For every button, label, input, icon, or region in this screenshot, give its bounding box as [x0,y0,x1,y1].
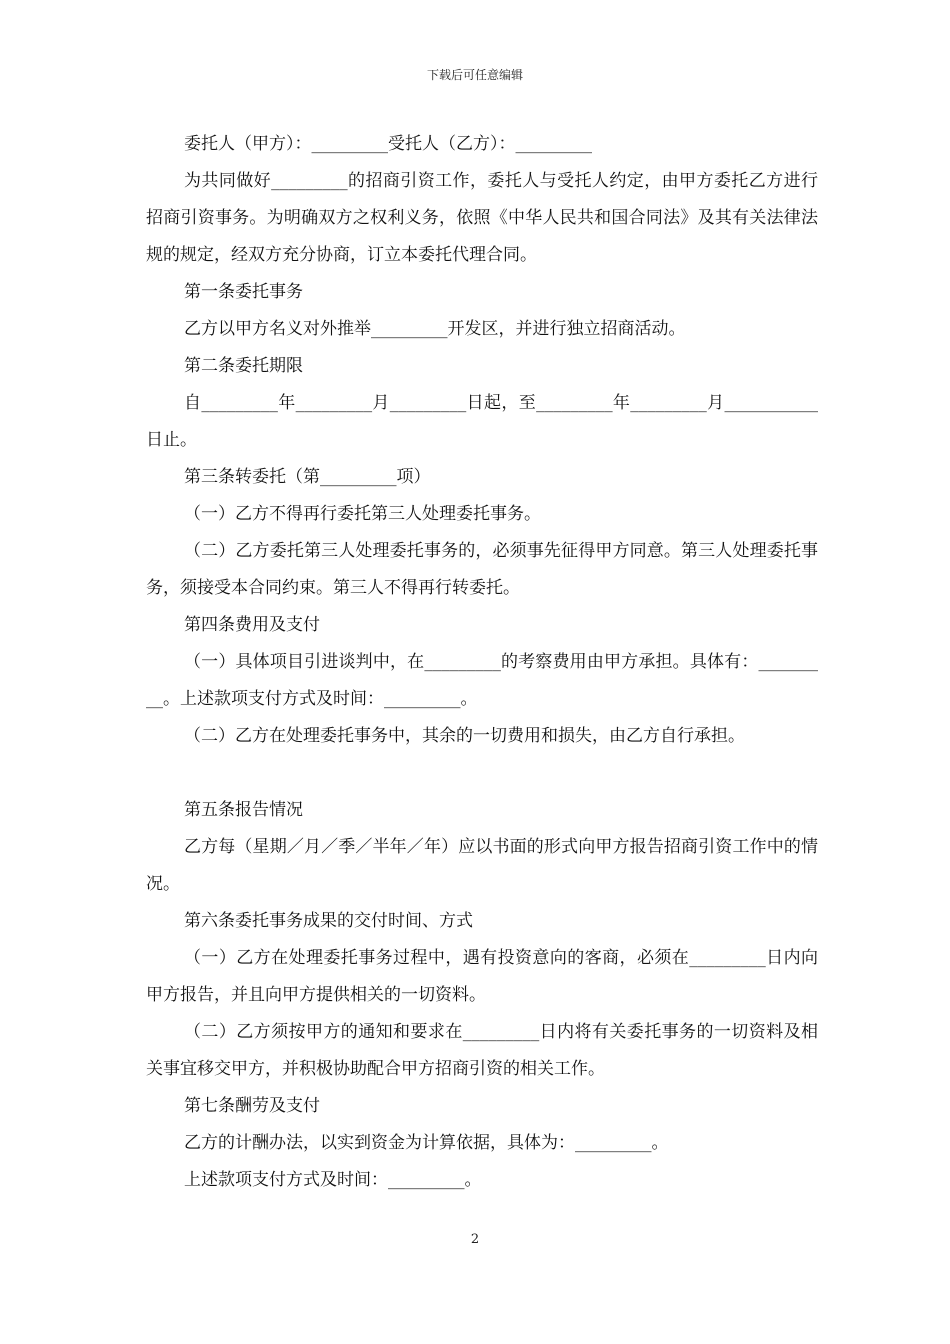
contract-body [146,126,818,1199]
article-2-heading: 第二条委托期限 [184,356,303,376]
article-5-text: 乙方每（星期／月／季／半年／年）应以书面的形式向甲方报告招商引资工作中的情况。 [146,837,818,894]
article-6-clause-1: （一）乙方在处理委托事务过程中，遇有投资意向的客商，必须在_________日内向甲方报告，并且向甲方提供相关的一切资料。 [146,948,818,1005]
paragraph-gap [146,755,818,792]
article-7-heading: 第七条酬劳及支付 [184,1096,320,1116]
page-header: 下载后可任意编辑 [426,68,523,82]
article-3-clause-1: （一）乙方不得再行委托第三人处理委托事务。 [184,504,541,524]
article-4-clause-2: （二）乙方在处理委托事务中，其余的一切费用和损失，由乙方自行承担。 [184,726,745,746]
article-3-heading: 第三条转委托（第_________项） [184,467,431,487]
page-number: 2 [470,1232,480,1247]
article-6-clause-2: （二）乙方须按甲方的通知和要求在_________日内将有关委托事务的一切资料及相关事宜移交甲方，并积极协助配合甲方招商引资的相关工作。 [146,1022,818,1079]
article-7-text: 乙方的计酬办法，以实到资金为计算依据，具体为：_________。 [184,1133,669,1153]
article-1-heading: 第一条委托事务 [184,282,303,302]
article-6-heading: 第六条委托事务成果的交付时间、方式 [184,911,473,931]
article-5-heading: 第五条报告情况 [184,800,303,820]
article-7-payment: 上述款项支付方式及时间：_________。 [184,1170,482,1190]
parties-line: 委托人（甲方）：_________受托人（乙方）：_________ [184,134,592,154]
article-4-heading: 第四条费用及支付 [184,615,320,635]
preamble-paragraph: 为共同做好_________的招商引资工作，委托人与受托人约定，由甲方委托乙方进行招商引资事务。为明确双方之权利义务，依照《中华人民共和国合同法》及其有关法律法规的规定，经双方充分协商，订立本委托代理合同。 [146,171,818,265]
article-4-clause-1: （一）具体项目引进谈判中，在_________的考察费用由甲方承担。具体有：_________。上述款项支付方式及时间：_________。 [146,652,818,709]
article-3-clause-2: （二）乙方委托第三人处理委托事务的，必须事先征得甲方同意。第三人处理委托事务，须接受本合同约束。第三人不得再行转委托。 [146,541,818,598]
article-1-text: 乙方以甲方名义对外推举_________开发区，并进行独立招商活动。 [184,319,686,339]
article-2-text: 自_________年_________月_________日起，至_________年_________月___________日止。 [146,393,818,450]
